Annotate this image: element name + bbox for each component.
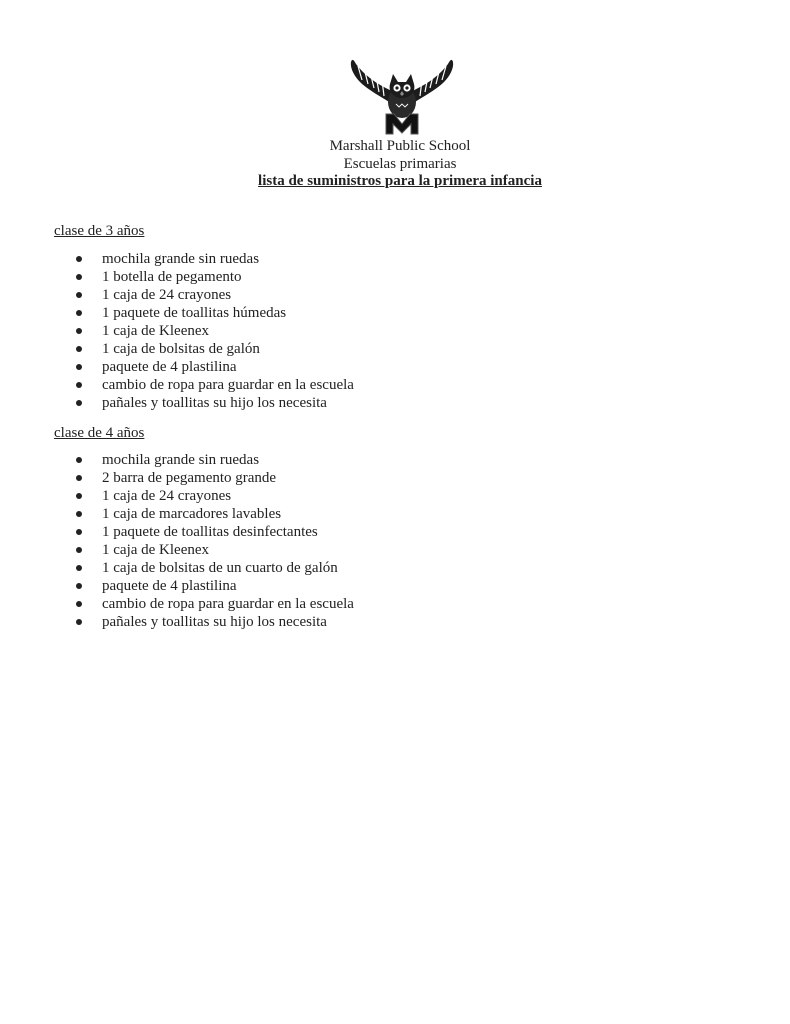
bullet-icon xyxy=(76,400,82,406)
list-item-label: cambio de ropa para guardar en la escuela xyxy=(102,377,354,393)
bullet-icon xyxy=(76,382,82,388)
list-item-label: pañales y toallitas su hijo los necesita xyxy=(102,395,327,411)
bullet-icon xyxy=(76,565,82,571)
list-item xyxy=(0,286,354,304)
list-item xyxy=(0,394,354,412)
list-item xyxy=(0,613,354,631)
list-item-label: cambio de ropa para guardar en la escuela xyxy=(102,596,354,612)
list-item-label: 1 caja de 24 crayones xyxy=(102,287,232,303)
list-item xyxy=(0,250,354,268)
bullet-icon xyxy=(76,364,82,370)
section-title-3-years: clase de 3 años xyxy=(54,223,145,239)
bullet-icon xyxy=(76,328,82,334)
bullet-icon xyxy=(76,346,82,352)
list-item xyxy=(0,559,354,577)
supply-list-3-years xyxy=(0,250,354,412)
document-title: lista de suministros para la primera infancia xyxy=(258,173,542,189)
bullet-icon xyxy=(76,583,82,589)
list-item xyxy=(0,322,354,340)
list-item-label: 1 caja de 24 crayones xyxy=(102,488,232,504)
owl-mascot-icon xyxy=(346,54,458,136)
list-item xyxy=(0,268,354,286)
list-item-label: paquete de 4 plastilina xyxy=(102,578,237,594)
list-item-label: 1 caja de bolsitas de un cuarto de galón xyxy=(102,560,338,576)
bullet-icon xyxy=(76,310,82,316)
list-item xyxy=(0,523,354,541)
document-header xyxy=(0,138,790,191)
bullet-icon xyxy=(76,547,82,553)
section-title-4-years: clase de 4 años xyxy=(54,425,145,441)
list-item xyxy=(0,577,354,595)
bullet-icon xyxy=(76,529,82,535)
list-item-label: paquete de 4 plastilina xyxy=(102,359,237,375)
bullet-icon xyxy=(76,601,82,607)
list-item-label: 1 paquete de toallitas desinfectantes xyxy=(102,524,318,540)
bullet-icon xyxy=(76,292,82,298)
list-item-label: 1 paquete de toallitas húmedas xyxy=(102,305,287,321)
bullet-icon xyxy=(76,256,82,262)
list-item-label: 1 caja de marcadores lavables xyxy=(102,506,282,522)
supply-list-4-years xyxy=(0,451,354,631)
list-item xyxy=(0,505,354,523)
list-item-label: 1 botella de pegamento xyxy=(102,269,242,285)
bullet-icon xyxy=(76,619,82,625)
list-item-label: 1 caja de Kleenex xyxy=(102,542,210,558)
list-item xyxy=(0,541,354,559)
bullet-icon xyxy=(76,457,82,463)
list-item-label: mochila grande sin ruedas xyxy=(102,452,260,468)
bullet-icon xyxy=(76,475,82,481)
bullet-icon xyxy=(76,511,82,517)
bullet-icon xyxy=(76,274,82,280)
list-item xyxy=(0,340,354,358)
list-item-label: 1 caja de bolsitas de galón xyxy=(102,341,260,357)
list-item-label: 2 barra de pegamento grande xyxy=(102,470,277,486)
school-logo xyxy=(346,54,458,136)
school-level: Escuelas primarias xyxy=(343,155,457,172)
list-item xyxy=(0,595,354,613)
list-item-label: pañales y toallitas su hijo los necesita xyxy=(102,614,327,630)
list-item xyxy=(0,451,354,469)
list-item-label: mochila grande sin ruedas xyxy=(102,251,260,267)
list-item xyxy=(0,487,354,505)
school-name: Marshall Public School xyxy=(329,138,471,154)
list-item xyxy=(0,304,354,322)
bullet-icon xyxy=(76,493,82,499)
list-item xyxy=(0,469,354,487)
list-item xyxy=(0,358,354,376)
list-item xyxy=(0,376,354,394)
list-item-label: 1 caja de Kleenex xyxy=(102,323,210,339)
